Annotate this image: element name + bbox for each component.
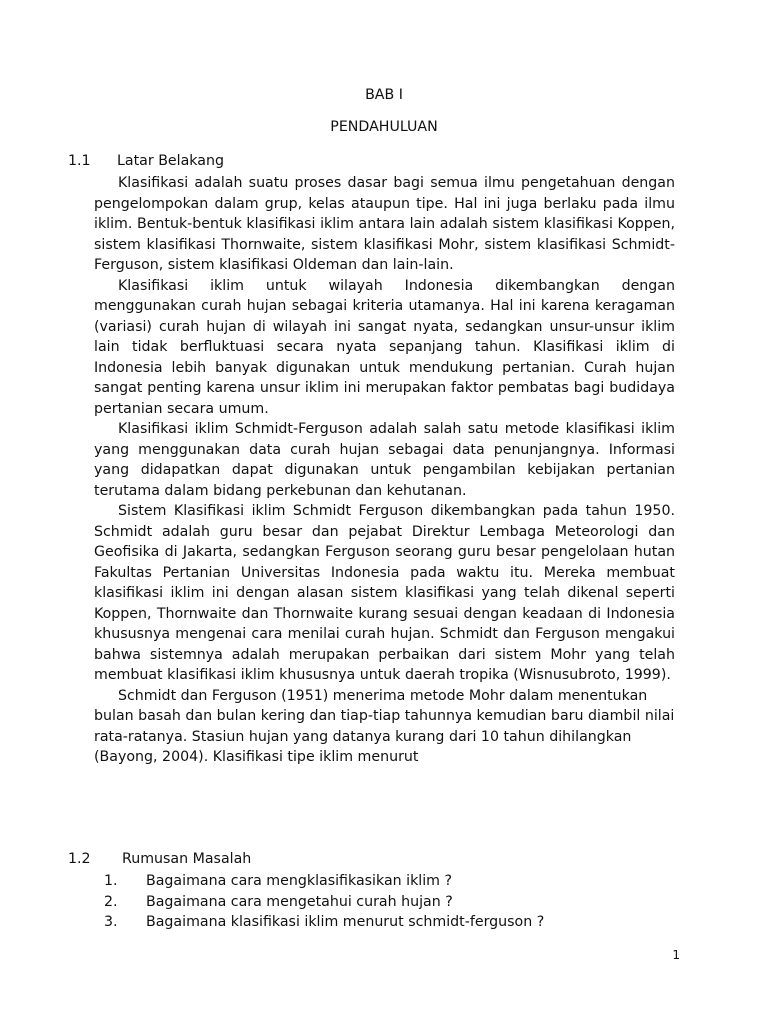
list-item bbox=[94, 912, 675, 933]
problem-list bbox=[94, 871, 675, 933]
list-number: 2. bbox=[104, 893, 118, 910]
section-number: 1.2 bbox=[68, 851, 91, 867]
paragraph: Schmidt dan Ferguson (1951) menerima metode Mohr dalam menentukan bulan basah dan bulan kering dan tiap-tiap tahunnya kemudian baru diambil nilai rata-ratanya. Stasiun hujan yang datanya kurang dari 10 tahun dihilangkan (Bayong, 2004). Klasifikasi tipe iklim menurut bbox=[94, 687, 675, 765]
list-number: 3. bbox=[104, 914, 118, 930]
section-body bbox=[94, 173, 675, 768]
list-text: Bagaimana cara mengklasifikasikan iklim ? bbox=[146, 873, 453, 889]
paragraph: Klasifikasi iklim untuk wilayah Indonesia dikembangkan dengan menggunakan curah hujan sebagai kriteria utamanya. Hal ini karena keragaman (variasi) curah hujan di wilayah ini sangat nyata, sedangkan unsur-unsur iklim lain tidak berfluktuasi secara nyata sepanjang tahun. Klasifikasi iklim di Indonesia lebih banyak digunakan untuk mendukung pertanian. Curah hujan sangat penting karena unsur iklim ini merupakan faktor pembatas bagi budidaya pertanian secara umum. bbox=[94, 277, 675, 417]
chapter-title: PENDAHULUAN bbox=[330, 119, 438, 135]
list-text: Bagaimana klasifikasi iklim menurut schmidt-ferguson ? bbox=[146, 914, 545, 930]
list-number: 1. bbox=[104, 873, 118, 889]
list-item bbox=[94, 892, 675, 913]
paragraph: Klasifikasi iklim Schmidt-Ferguson adalah salah satu metode klasifikasi iklim yang menggunakan data curah hujan sebagai data penunjangnya. Informasi yang didapatkan dapat digunakan untuk pengambilan kebijakan pertanian terutama dalam bidang perkebunan dan kehutanan. bbox=[94, 421, 675, 499]
section-title: Rumusan Masalah bbox=[122, 851, 252, 867]
page-number: 1 bbox=[672, 948, 680, 962]
paragraph: Klasifikasi adalah suatu proses dasar bagi semua ilmu pengetahuan dengan pengelompokan dalam grup, kelas ataupun tipe. Hal ini juga berlaku pada ilmu iklim. Bentuk-bentuk klasifikasi iklim antara lain adalah sistem klasifikasi Koppen, sistem klasifikasi Thornwaite, sistem klasifikasi Mohr, sistem klasifikasi Schmidt-Ferguson, sistem klasifikasi Oldeman dan lain-lain. bbox=[94, 175, 675, 273]
chapter-label: BAB I bbox=[365, 87, 403, 103]
section-title: Latar Belakang bbox=[117, 153, 224, 169]
paragraph: Sistem Klasifikasi iklim Schmidt Ferguson dikembangkan pada tahun 1950. Schmidt adalah guru besar dan pejabat Direktur Lembaga Meteorologi dan Geofisika di Jakarta, sedangkan Ferguson seorang guru besar pengelolaan hutan Fakultas Pertanian Universitas Indonesia pada waktu itu. Mereka membuat klasifikasi iklim ini dengan alasan sistem klasifikasi yang telah dikenal seperti Koppen, Thornwaite dan Thornwaite kurang sesuai dengan keadaan di Indonesia khususnya mengenai cara menilai curah hujan. Schmidt dan Ferguson mengakui bahwa sistemnya adalah merupakan perbaikan dari sistem Mohr yang telah membuat klasifikasi iklim khususnya untuk daerah tropika (Wisnusubroto, 1999). bbox=[94, 503, 675, 683]
section-number: 1.1 bbox=[68, 153, 91, 169]
list-item bbox=[94, 871, 675, 892]
list-text: Bagaimana cara mengetahui curah hujan ? bbox=[146, 893, 453, 910]
